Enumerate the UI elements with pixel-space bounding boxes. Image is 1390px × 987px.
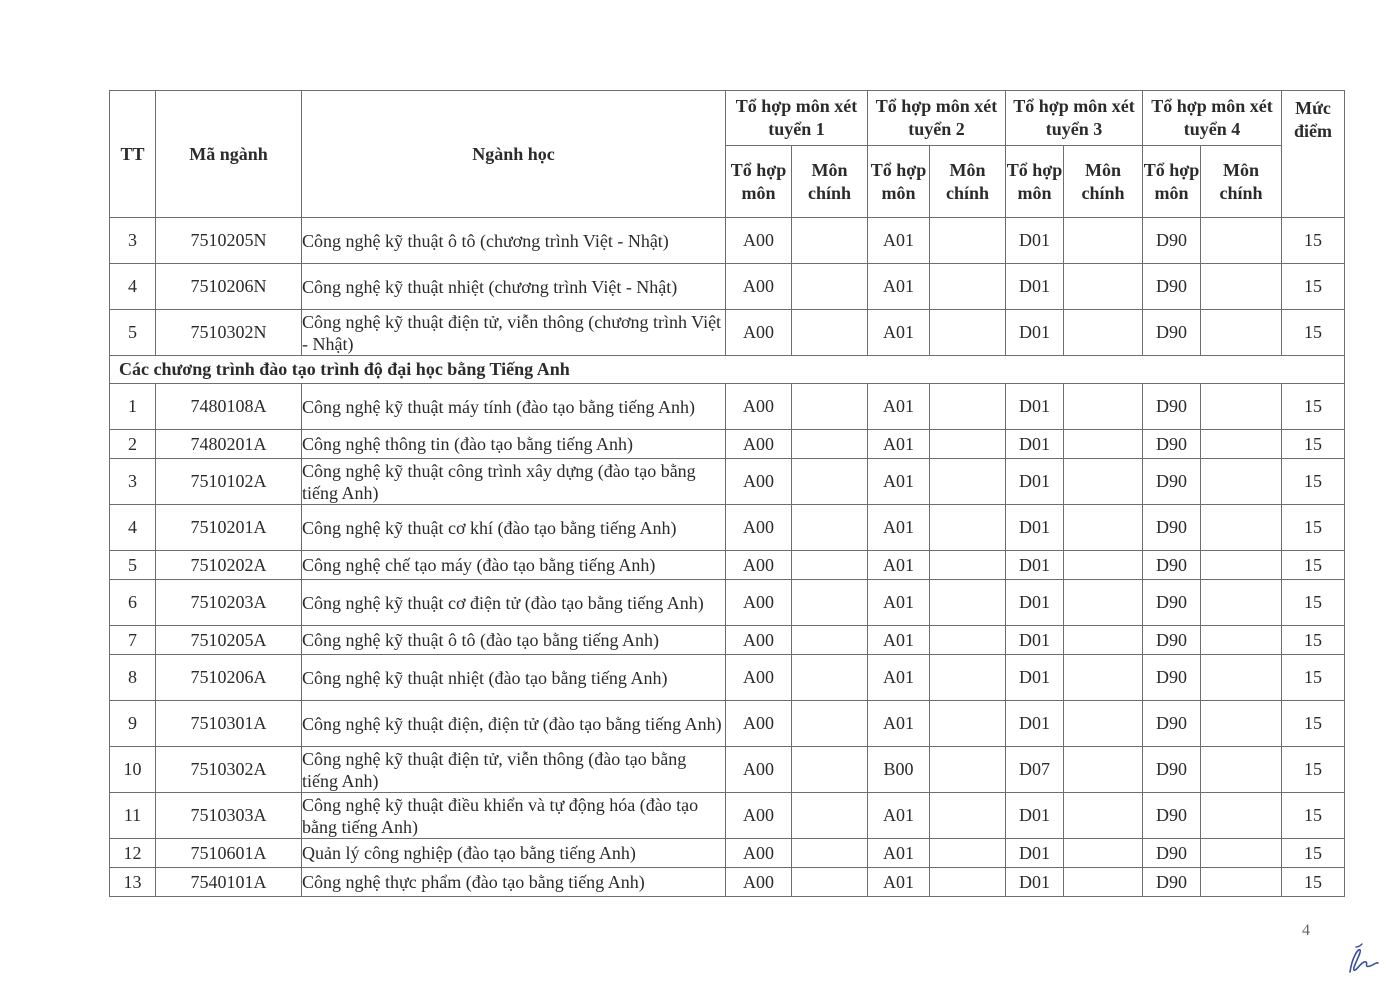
row-combo-3: D01 bbox=[1006, 839, 1064, 868]
row-combo-4: D90 bbox=[1143, 459, 1201, 505]
row-main-subject-4 bbox=[1201, 701, 1282, 747]
row-main-subject-2 bbox=[930, 701, 1006, 747]
row-combo-1: A00 bbox=[726, 747, 792, 793]
row-combo-4: D90 bbox=[1143, 218, 1201, 264]
row-major-code: 7480108A bbox=[156, 384, 302, 430]
row-combo-2: A01 bbox=[868, 839, 930, 868]
row-combo-4: D90 bbox=[1143, 384, 1201, 430]
row-combo-4: D90 bbox=[1143, 430, 1201, 459]
row-combo-1: A00 bbox=[726, 868, 792, 897]
row-main-subject-1 bbox=[792, 868, 868, 897]
row-combo-1: A00 bbox=[726, 218, 792, 264]
row-combo-2: A01 bbox=[868, 264, 930, 310]
row-combo-3: D01 bbox=[1006, 218, 1064, 264]
admission-table bbox=[109, 90, 1345, 897]
row-combo-2: A01 bbox=[868, 868, 930, 897]
signature-mark bbox=[1340, 938, 1380, 978]
header-score: Mức điểm bbox=[1282, 91, 1345, 218]
row-main-subject-2 bbox=[930, 655, 1006, 701]
row-main-subject-4 bbox=[1201, 580, 1282, 626]
row-combo-1: A00 bbox=[726, 430, 792, 459]
row-combo-4: D90 bbox=[1143, 839, 1201, 868]
row-major-code: 7510303A bbox=[156, 793, 302, 839]
row-score: 15 bbox=[1282, 384, 1345, 430]
row-main-subject-1 bbox=[792, 384, 868, 430]
row-combo-4: D90 bbox=[1143, 310, 1201, 356]
row-combo-1: A00 bbox=[726, 655, 792, 701]
row-main-subject-4 bbox=[1201, 264, 1282, 310]
row-combo-3: D01 bbox=[1006, 626, 1064, 655]
row-major-name: Công nghệ kỹ thuật cơ điện tử (đào tạo bằng tiếng Anh) bbox=[302, 580, 726, 626]
header-major-name: Ngành học bbox=[302, 91, 726, 218]
row-combo-4: D90 bbox=[1143, 505, 1201, 551]
row-major-code: 7510206N bbox=[156, 264, 302, 310]
row-main-subject-4 bbox=[1201, 384, 1282, 430]
row-tt: 10 bbox=[110, 747, 156, 793]
row-combo-3: D01 bbox=[1006, 310, 1064, 356]
row-major-code: 7510206A bbox=[156, 655, 302, 701]
section-row bbox=[110, 356, 1345, 384]
row-main-subject-4 bbox=[1201, 310, 1282, 356]
header-main-subject-3: Môn chính bbox=[1064, 146, 1143, 218]
row-combo-2: A01 bbox=[868, 793, 930, 839]
row-major-name: Công nghệ kỹ thuật nhiệt (chương trình Việt - Nhật) bbox=[302, 264, 726, 310]
section-title: Các chương trình đào tạo trình độ đại học bằng Tiếng Anh bbox=[110, 356, 1345, 384]
row-combo-2: A01 bbox=[868, 459, 930, 505]
row-main-subject-4 bbox=[1201, 218, 1282, 264]
row-main-subject-1 bbox=[792, 310, 868, 356]
table-row bbox=[110, 793, 1345, 839]
page-number: 4 bbox=[1302, 922, 1310, 939]
table-row bbox=[110, 551, 1345, 580]
row-major-name: Công nghệ kỹ thuật nhiệt (đào tạo bằng tiếng Anh) bbox=[302, 655, 726, 701]
header-tt: TT bbox=[110, 91, 156, 218]
table-row bbox=[110, 701, 1345, 747]
row-combo-2: A01 bbox=[868, 430, 930, 459]
row-main-subject-3 bbox=[1064, 264, 1143, 310]
row-main-subject-2 bbox=[930, 264, 1006, 310]
row-combo-2: A01 bbox=[868, 310, 930, 356]
row-combo-4: D90 bbox=[1143, 747, 1201, 793]
row-main-subject-3 bbox=[1064, 747, 1143, 793]
header-combo-group-2: Tổ hợp môn xét tuyển 2 bbox=[868, 91, 1006, 146]
row-main-subject-3 bbox=[1064, 655, 1143, 701]
row-major-name: Công nghệ kỹ thuật ô tô (chương trình Việt - Nhật) bbox=[302, 218, 726, 264]
row-main-subject-2 bbox=[930, 459, 1006, 505]
row-main-subject-3 bbox=[1064, 218, 1143, 264]
row-main-subject-3 bbox=[1064, 310, 1143, 356]
row-major-name: Công nghệ kỹ thuật điện tử, viễn thông (chương trình Việt - Nhật) bbox=[302, 310, 726, 356]
row-combo-2: B00 bbox=[868, 747, 930, 793]
row-combo-2: A01 bbox=[868, 505, 930, 551]
header-combo-2: Tổ hợp môn bbox=[868, 146, 930, 218]
table-row bbox=[110, 655, 1345, 701]
row-combo-3: D01 bbox=[1006, 264, 1064, 310]
row-combo-1: A00 bbox=[726, 839, 792, 868]
row-tt: 4 bbox=[110, 505, 156, 551]
row-tt: 11 bbox=[110, 793, 156, 839]
row-main-subject-2 bbox=[930, 580, 1006, 626]
row-combo-3: D01 bbox=[1006, 655, 1064, 701]
row-main-subject-1 bbox=[792, 839, 868, 868]
row-score: 15 bbox=[1282, 793, 1345, 839]
row-major-name: Công nghệ thực phẩm (đào tạo bằng tiếng Anh) bbox=[302, 868, 726, 897]
table-row bbox=[110, 626, 1345, 655]
row-major-code: 7510202A bbox=[156, 551, 302, 580]
row-major-code: 7510302N bbox=[156, 310, 302, 356]
row-score: 15 bbox=[1282, 505, 1345, 551]
row-score: 15 bbox=[1282, 580, 1345, 626]
table-row bbox=[110, 384, 1345, 430]
header-combo-3: Tổ hợp môn bbox=[1006, 146, 1064, 218]
row-major-name: Công nghệ kỹ thuật công trình xây dựng (đào tạo bằng tiếng Anh) bbox=[302, 459, 726, 505]
row-main-subject-2 bbox=[930, 384, 1006, 430]
row-score: 15 bbox=[1282, 655, 1345, 701]
row-combo-1: A00 bbox=[726, 580, 792, 626]
row-main-subject-2 bbox=[930, 839, 1006, 868]
row-combo-2: A01 bbox=[868, 384, 930, 430]
row-tt: 3 bbox=[110, 459, 156, 505]
row-major-code: 7510201A bbox=[156, 505, 302, 551]
row-score: 15 bbox=[1282, 459, 1345, 505]
row-main-subject-2 bbox=[930, 505, 1006, 551]
row-combo-3: D01 bbox=[1006, 459, 1064, 505]
row-combo-1: A00 bbox=[726, 505, 792, 551]
row-major-name: Công nghệ thông tin (đào tạo bằng tiếng Anh) bbox=[302, 430, 726, 459]
row-tt: 7 bbox=[110, 626, 156, 655]
table-row bbox=[110, 310, 1345, 356]
row-main-subject-1 bbox=[792, 747, 868, 793]
row-main-subject-3 bbox=[1064, 793, 1143, 839]
row-combo-4: D90 bbox=[1143, 264, 1201, 310]
row-major-code: 7510203A bbox=[156, 580, 302, 626]
header-main-subject-1: Môn chính bbox=[792, 146, 868, 218]
row-main-subject-4 bbox=[1201, 793, 1282, 839]
row-tt: 6 bbox=[110, 580, 156, 626]
row-major-code: 7510601A bbox=[156, 839, 302, 868]
row-combo-4: D90 bbox=[1143, 868, 1201, 897]
row-main-subject-3 bbox=[1064, 430, 1143, 459]
row-main-subject-1 bbox=[792, 505, 868, 551]
row-main-subject-1 bbox=[792, 459, 868, 505]
row-main-subject-1 bbox=[792, 793, 868, 839]
row-tt: 3 bbox=[110, 218, 156, 264]
row-tt: 5 bbox=[110, 551, 156, 580]
row-main-subject-3 bbox=[1064, 459, 1143, 505]
row-major-name: Công nghệ kỹ thuật điện, điện tử (đào tạo bằng tiếng Anh) bbox=[302, 701, 726, 747]
row-combo-4: D90 bbox=[1143, 626, 1201, 655]
row-main-subject-3 bbox=[1064, 551, 1143, 580]
row-main-subject-4 bbox=[1201, 868, 1282, 897]
row-major-code: 7510205N bbox=[156, 218, 302, 264]
row-main-subject-2 bbox=[930, 868, 1006, 897]
row-main-subject-4 bbox=[1201, 839, 1282, 868]
row-combo-1: A00 bbox=[726, 551, 792, 580]
row-combo-1: A00 bbox=[726, 264, 792, 310]
row-combo-4: D90 bbox=[1143, 580, 1201, 626]
row-main-subject-3 bbox=[1064, 868, 1143, 897]
row-combo-4: D90 bbox=[1143, 701, 1201, 747]
row-combo-3: D01 bbox=[1006, 868, 1064, 897]
table-body bbox=[110, 218, 1345, 897]
row-combo-2: A01 bbox=[868, 218, 930, 264]
row-combo-3: D01 bbox=[1006, 793, 1064, 839]
row-combo-1: A00 bbox=[726, 793, 792, 839]
row-score: 15 bbox=[1282, 218, 1345, 264]
row-major-name: Công nghệ chế tạo máy (đào tạo bằng tiếng Anh) bbox=[302, 551, 726, 580]
row-major-name: Công nghệ kỹ thuật điều khiển và tự động hóa (đào tạo bằng tiếng Anh) bbox=[302, 793, 726, 839]
row-tt: 9 bbox=[110, 701, 156, 747]
row-score: 15 bbox=[1282, 551, 1345, 580]
table-row bbox=[110, 747, 1345, 793]
row-tt: 13 bbox=[110, 868, 156, 897]
row-combo-2: A01 bbox=[868, 701, 930, 747]
row-main-subject-4 bbox=[1201, 655, 1282, 701]
row-score: 15 bbox=[1282, 701, 1345, 747]
table-row bbox=[110, 868, 1345, 897]
row-main-subject-2 bbox=[930, 626, 1006, 655]
row-combo-2: A01 bbox=[868, 655, 930, 701]
row-combo-1: A00 bbox=[726, 626, 792, 655]
row-major-name: Công nghệ kỹ thuật máy tính (đào tạo bằng tiếng Anh) bbox=[302, 384, 726, 430]
row-score: 15 bbox=[1282, 430, 1345, 459]
row-main-subject-4 bbox=[1201, 430, 1282, 459]
row-major-code: 7510205A bbox=[156, 626, 302, 655]
row-main-subject-3 bbox=[1064, 505, 1143, 551]
table-row bbox=[110, 839, 1345, 868]
header-combo-4: Tổ hợp môn bbox=[1143, 146, 1201, 218]
row-main-subject-4 bbox=[1201, 747, 1282, 793]
table-row bbox=[110, 505, 1345, 551]
table-row bbox=[110, 218, 1345, 264]
row-major-code: 7510301A bbox=[156, 701, 302, 747]
row-tt: 12 bbox=[110, 839, 156, 868]
row-main-subject-1 bbox=[792, 551, 868, 580]
row-main-subject-1 bbox=[792, 218, 868, 264]
row-main-subject-2 bbox=[930, 430, 1006, 459]
row-combo-1: A00 bbox=[726, 459, 792, 505]
row-combo-4: D90 bbox=[1143, 793, 1201, 839]
row-combo-4: D90 bbox=[1143, 655, 1201, 701]
row-main-subject-4 bbox=[1201, 626, 1282, 655]
row-tt: 4 bbox=[110, 264, 156, 310]
row-main-subject-2 bbox=[930, 310, 1006, 356]
row-combo-3: D01 bbox=[1006, 701, 1064, 747]
row-main-subject-3 bbox=[1064, 839, 1143, 868]
row-score: 15 bbox=[1282, 868, 1345, 897]
row-major-name: Quản lý công nghiệp (đào tạo bằng tiếng Anh) bbox=[302, 839, 726, 868]
table-row bbox=[110, 580, 1345, 626]
row-main-subject-1 bbox=[792, 626, 868, 655]
row-main-subject-1 bbox=[792, 701, 868, 747]
row-combo-1: A00 bbox=[726, 701, 792, 747]
row-combo-3: D07 bbox=[1006, 747, 1064, 793]
row-major-name: Công nghệ kỹ thuật điện tử, viễn thông (đào tạo bằng tiếng Anh) bbox=[302, 747, 726, 793]
header-main-subject-4: Môn chính bbox=[1201, 146, 1282, 218]
header-combo-group-1: Tổ hợp môn xét tuyển 1 bbox=[726, 91, 868, 146]
row-score: 15 bbox=[1282, 310, 1345, 356]
row-combo-3: D01 bbox=[1006, 430, 1064, 459]
row-tt: 5 bbox=[110, 310, 156, 356]
row-score: 15 bbox=[1282, 626, 1345, 655]
row-combo-3: D01 bbox=[1006, 551, 1064, 580]
row-main-subject-3 bbox=[1064, 626, 1143, 655]
row-combo-3: D01 bbox=[1006, 580, 1064, 626]
header-main-subject-2: Môn chính bbox=[930, 146, 1006, 218]
header-combo-1: Tổ hợp môn bbox=[726, 146, 792, 218]
table-row bbox=[110, 459, 1345, 505]
row-main-subject-1 bbox=[792, 655, 868, 701]
row-main-subject-1 bbox=[792, 580, 868, 626]
row-combo-1: A00 bbox=[726, 310, 792, 356]
row-combo-2: A01 bbox=[868, 626, 930, 655]
row-main-subject-4 bbox=[1201, 459, 1282, 505]
row-combo-4: D90 bbox=[1143, 551, 1201, 580]
row-main-subject-2 bbox=[930, 747, 1006, 793]
row-tt: 2 bbox=[110, 430, 156, 459]
row-main-subject-4 bbox=[1201, 551, 1282, 580]
row-main-subject-4 bbox=[1201, 505, 1282, 551]
row-major-name: Công nghệ kỹ thuật cơ khí (đào tạo bằng tiếng Anh) bbox=[302, 505, 726, 551]
row-main-subject-1 bbox=[792, 264, 868, 310]
row-main-subject-2 bbox=[930, 218, 1006, 264]
row-combo-2: A01 bbox=[868, 551, 930, 580]
row-combo-1: A00 bbox=[726, 384, 792, 430]
row-combo-2: A01 bbox=[868, 580, 930, 626]
header-major-code: Mã ngành bbox=[156, 91, 302, 218]
row-main-subject-1 bbox=[792, 430, 868, 459]
row-combo-3: D01 bbox=[1006, 505, 1064, 551]
row-major-code: 7480201A bbox=[156, 430, 302, 459]
table-row bbox=[110, 430, 1345, 459]
row-tt: 1 bbox=[110, 384, 156, 430]
row-major-code: 7510302A bbox=[156, 747, 302, 793]
row-main-subject-3 bbox=[1064, 384, 1143, 430]
table-row bbox=[110, 264, 1345, 310]
row-main-subject-3 bbox=[1064, 580, 1143, 626]
header-combo-group-3: Tổ hợp môn xét tuyển 3 bbox=[1006, 91, 1143, 146]
row-score: 15 bbox=[1282, 747, 1345, 793]
row-main-subject-2 bbox=[930, 551, 1006, 580]
header-combo-group-4: Tổ hợp môn xét tuyển 4 bbox=[1143, 91, 1282, 146]
row-major-code: 7510102A bbox=[156, 459, 302, 505]
row-major-name: Công nghệ kỹ thuật ô tô (đào tạo bằng tiếng Anh) bbox=[302, 626, 726, 655]
row-major-code: 7540101A bbox=[156, 868, 302, 897]
row-tt: 8 bbox=[110, 655, 156, 701]
row-combo-3: D01 bbox=[1006, 384, 1064, 430]
row-score: 15 bbox=[1282, 839, 1345, 868]
row-main-subject-3 bbox=[1064, 701, 1143, 747]
row-score: 15 bbox=[1282, 264, 1345, 310]
row-main-subject-2 bbox=[930, 793, 1006, 839]
